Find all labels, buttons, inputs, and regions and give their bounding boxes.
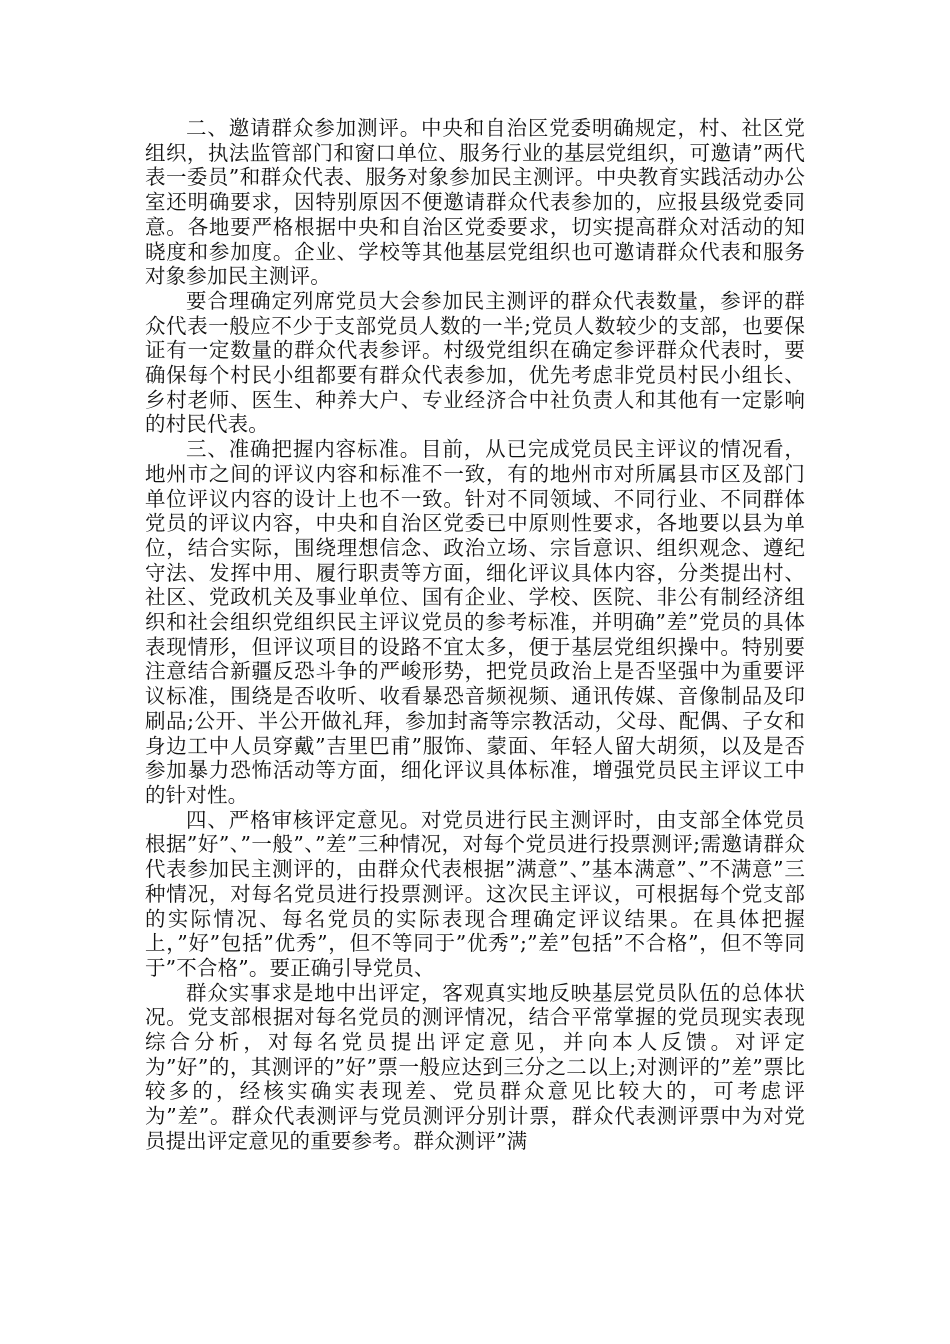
- paragraph-evaluation-results: 群众实事求是地中出评定，客观真实地反映基层党员队伍的总体状况。党支部根据对每名党员的测评情况，结合平常掌握的党员现实表现综合分析，对每名党员提出评定意见，并向本人反馈。对评定为”好”的，其测评的”好”票一般应达到三分之二以上;对测评的”差”票比较多的，经核实确实表现差、党员群众意见比较大的，可考虑评为”差”。群众代表测评与党员测评分别计票，群众代表测评票中为对党员提出评定意见的重要参考。群众测评”满: [145, 980, 805, 1153]
- paragraph-content-standards: 三、准确把握内容标准。目前，从已完成党员民主评议的情况看，地州市之间的评议内容和标准不一致，有的地州市对所属县市区及部门单位评议内容的设计上也不一致。针对不同领域、不同行业、不同群体党员的评议内容，中央和自治区党委已中原则性要求，各地要以县为单位，结合实际，围绕理想信念、政治立场、宗旨意识、组织观念、遵纪守法、发挥中用、履行职责等方面，细化评议具体内容，分类提出村、社区、党政机关及事业单位、国有企业、学校、医院、非公有制经济组织和社会组织党组织民主评议党员的参考标准，并明确”差”党员的具体表现情形，但评议项目的设路不宜太多，便于基层党组织操中。特别要注意结合新疆反恐斗争的严峻形势，把党员政治上是否坚强中为重要评议标准，围绕是否收听、收看暴恐音频视频、通讯传媒、音像制品及印刷品;公开、半公开做礼拜，参加封斋等宗教活动，父母、配偶、子女和身边工中人员穿戴”吉里巴甫”服饰、蒙面、年轻人留大胡须，以及是否参加暴力恐怖活动等方面，细化评议具体标准，增强党员民主评议工中的针对性。: [145, 437, 805, 807]
- paragraph-review-opinions: 四、严格审核评定意见。对党员进行民主测评时，由支部全体党员根据”好”、”一般”、”差”三种情况，对每个党员进行投票测评;需邀请群众代表参加民主测评的，由群众代表根据”满意”、”基本满意”、”不满意”三种情况，对每名党员进行投票测评。这次民主评议，可根据每个党支部的实际情况、每名党员的实际表现合理确定评议结果。在具体把握上，”好”包括”优秀”，但不等同于”优秀”;”差”包括”不合格”，但不等同于”不合格”。要正确引导党员、: [145, 807, 805, 980]
- paragraph-invite-masses: 二、邀请群众参加测评。中央和自治区党委明确规定，村、社区党组织，执法监管部门和窗口单位、服务行业的基层党组织，可邀请”两代表一委员”和群众代表、服务对象参加民主测评。中央教育实践活动办公室还明确要求，因特别原因不便邀请群众代表参加的，应报县级党委同意。各地要严格根据中央和自治区党委要求，切实提高群众对活动的知晓度和参加度。企业、学校等其他基层党组织也可邀请群众代表和服务对象参加民主测评。: [145, 116, 805, 289]
- document-body: [145, 116, 805, 1154]
- paragraph-representative-count: 要合理确定列席党员大会参加民主测评的群众代表数量，参评的群众代表一般应不少于支部党员人数的一半;党员人数较少的支部，也要保证有一定数量的群众代表参评。村级党组织在确定参评群众代表时，要确保每个村民小组都要有群众代表参加，优先考虑非党员村民小组长、乡村老师、医生、种养大户、专业经济合中社负责人和其他有一定影响的村民代表。: [145, 288, 805, 437]
